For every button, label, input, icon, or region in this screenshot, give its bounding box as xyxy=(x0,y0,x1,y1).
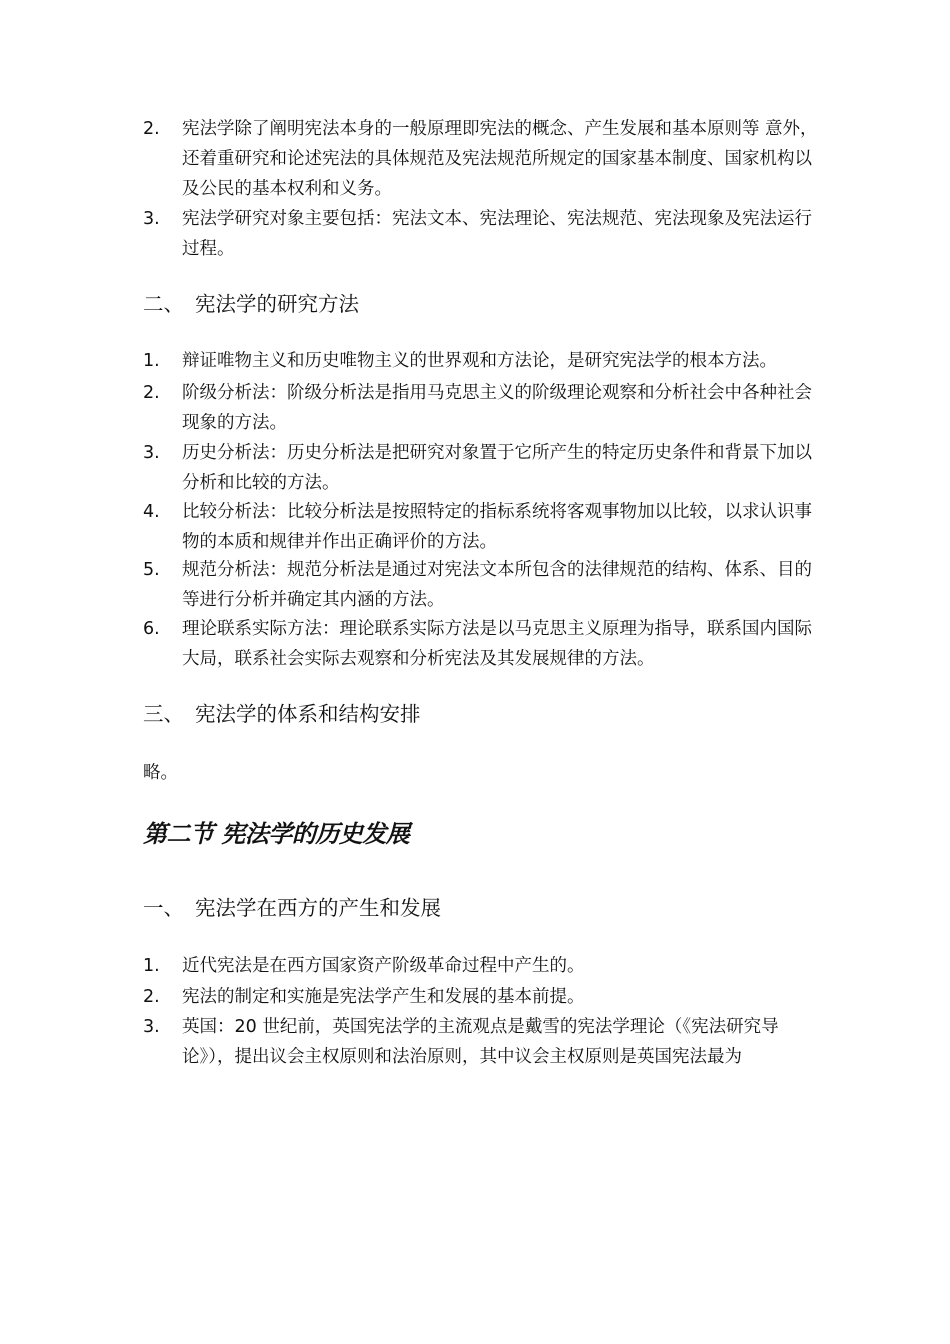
list-item xyxy=(143,555,823,615)
list-text: 理论联系实际方法：理论联系实际方法是以马克思主义原理为指导，联系国内国际大局，联系社会实际去观察和分析宪法及其发展规律的方法。 xyxy=(182,619,812,669)
omitted-note: 略。 xyxy=(143,763,178,783)
list-item xyxy=(143,982,823,1012)
list-text: 英国：20 世纪前，英国宪法学的主流观点是戴雪的宪法学理论（《宪法研究导论》），提出议会主权原则和法治原则，其中议会主权原则是英国宪法最为 xyxy=(182,1017,779,1067)
list-item xyxy=(143,346,823,376)
list-number: 3. xyxy=(143,209,160,229)
list-number: 3. xyxy=(143,1017,160,1037)
list-text: 宪法学除了阐明宪法本身的一般原理即宪法的概念、产生发展和基本原则等 意外，还着重研究和论述宪法的具体规范及宪法规范所规定的国家基本制度、国家机构以及公民的基本权利和义务。 xyxy=(182,119,818,199)
subheading-system-structure xyxy=(143,699,421,729)
list-item xyxy=(143,378,823,438)
section-title: 第二节 宪法学的历史发展 xyxy=(143,820,410,848)
list-item xyxy=(143,204,823,264)
list-item xyxy=(143,951,823,981)
subheading-research-methods xyxy=(143,289,359,319)
list-number: 5. xyxy=(143,560,160,580)
list-text: 宪法学研究对象主要包括：宪法文本、宪法理论、宪法规范、宪法现象及宪法运行过程。 xyxy=(182,209,812,259)
list-number: 2. xyxy=(143,119,160,139)
list-number: 2. xyxy=(143,987,160,1007)
heading-number: 一、 xyxy=(143,896,184,920)
subheading-west-development xyxy=(143,893,441,923)
list-text: 比较分析法：比较分析法是按照特定的指标系统将客观事物加以比较，以求认识事物的本质和规律并作出正确评价的方法。 xyxy=(182,502,812,552)
heading-number: 三、 xyxy=(143,702,184,726)
list-text: 近代宪法是在西方国家资产阶级革命过程中产生的。 xyxy=(182,956,585,976)
list-number: 3. xyxy=(143,443,160,463)
list-number: 2. xyxy=(143,383,160,403)
list-number: 1. xyxy=(143,956,160,976)
list-text: 辩证唯物主义和历史唯物主义的世界观和方法论，是研究宪法学的根本方法。 xyxy=(182,351,777,371)
list-item xyxy=(143,1012,823,1072)
list-text: 阶级分析法：阶级分析法是指用马克思主义的阶级理论观察和分析社会中各种社会现象的方法。 xyxy=(182,383,812,433)
list-text: 宪法的制定和实施是宪法学产生和发展的基本前提。 xyxy=(182,987,585,1007)
list-number: 1. xyxy=(143,351,160,371)
list-number: 4. xyxy=(143,502,160,522)
list-text: 规范分析法：规范分析法是通过对宪法文本所包含的法律规范的结构、体系、目的等进行分析并确定其内涵的方法。 xyxy=(182,560,812,610)
list-text: 历史分析法：历史分析法是把研究对象置于它所产生的特定历史条件和背景下加以分析和比较的方法。 xyxy=(182,443,812,493)
list-item xyxy=(143,438,823,498)
list-item xyxy=(143,614,823,674)
list-item xyxy=(143,497,823,557)
list-number: 6. xyxy=(143,619,160,639)
heading-text: 宪法学的研究方法 xyxy=(195,292,359,316)
heading-text: 宪法学在西方的产生和发展 xyxy=(195,896,441,920)
heading-text: 宪法学的体系和结构安排 xyxy=(195,702,421,726)
list-item xyxy=(143,114,823,204)
heading-number: 二、 xyxy=(143,292,184,316)
